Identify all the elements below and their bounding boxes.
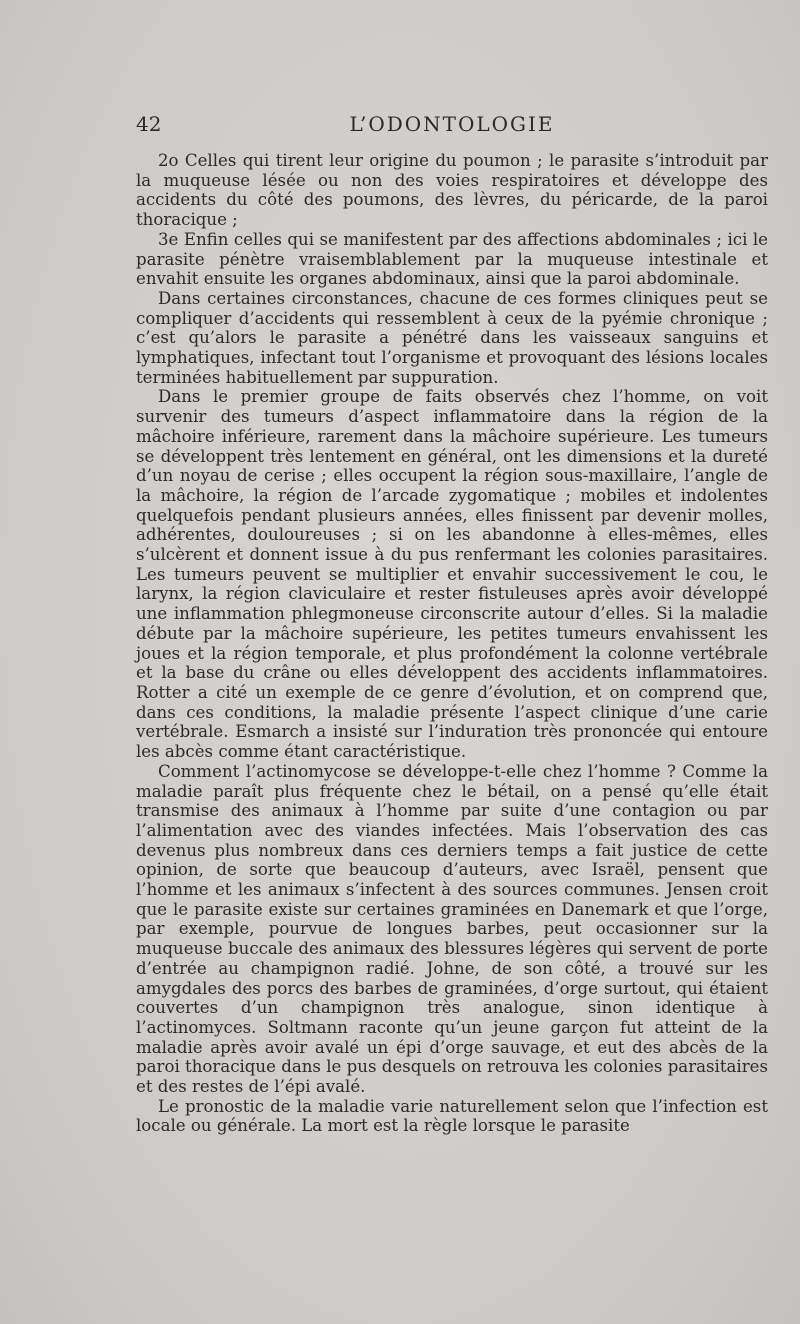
paragraph-complications: Dans certaines circonstances, chacune de ces formes cliniques peut se compliquer d’accidents qui ressemblent à ceux de la pyémie chronique ; c’est qu’alors le parasite a pénétré dans les vaisseaux sanguins et lymphatiques, infectant tout l’organisme et provoquant des lésions locales terminées habituellement par suppuration. — [136, 288, 768, 387]
paragraph-lung-forms: 2o Celles qui tirent leur origine du poumon ; le parasite s’introduit par la muqueuse lésée ou non des voies respiratoires et développe des accidents du côté des poumons, des lèvres, du péricarde, de la paroi thoracique ; — [136, 151, 768, 230]
body-text — [136, 151, 768, 1136]
paragraph-first-group: Dans le premier groupe de faits observés chez l’homme, on voit survenir des tumeurs d’aspect inflammatoire dans la région de la mâchoire inférieure, rarement dans la mâchoire supérieure. Les tumeurs se développent très lentement en général, ont les dimensions et la dureté d’un noyau de cerise ; elles occupent la région sous-maxillaire, l’angle de la mâchoire, la région de l’arcade zygomatique ; mobiles et indolentes quelquefois pendant plusieurs années, elles finissent par devenir molles, adhérentes, douloureuses ; si on les abandonne à elles-mêmes, elles s’ulcèrent et donnent issue à du pus renfermant les colonies parasitaires. Les tumeurs peuvent se multiplier et envahir successivement le cou, le larynx, la région claviculaire et rester fistuleuses après avoir développé une inflammation phlegmoneuse circonscrite autour d’elles. Si la maladie débute par la mâchoire supérieure, les petites tumeurs envahissent les joues et la région temporale, et plus profondément la colonne vertébrale et la base du crâne ou elles développent des accidents inflammatoires. Rotter a cité un exemple de ce genre d’évolution, et on comprend que, dans ces conditions, la maladie présente l’aspect clinique d’une carie vertébrale. Esmarch a insisté sur l’induration très prononcée qui entoure les abcès comme étant caractéristique. — [136, 387, 768, 762]
paragraph-prognosis: Le pronostic de la maladie varie naturellement selon que l’infection est locale ou générale. La mort est la règle lorsque le parasite — [136, 1096, 768, 1136]
paragraph-abdominal-forms: 3e Enfin celles qui se manifestent par des affections abdominales ; ici le parasite pénètre vraisemblablement par la muqueuse intestinale et envahit ensuite les organes abdominaux, ainsi que la paroi abdominale. — [136, 229, 768, 289]
running-head — [136, 112, 768, 140]
page-number: 42 — [136, 112, 162, 136]
paragraph-transmission: Comment l’actinomycose se développe-t-elle chez l’homme ? Comme la maladie paraît plus fréquente chez le bétail, on a pensé qu’elle était transmise des animaux à l’homme par suite d’une contagion ou par l’alimentation avec des viandes infectées. Mais l’observation des cas devenus plus nombreux dans ces derniers temps a fait justice de cette opinion, de sorte que beaucoup d’auteurs, avec Israël, pensent que l’homme et les animaux s’infectent à des sources communes. Jensen croit que le parasite existe sur certaines graminées en Danemark et que l’orge, par exemple, pourvue de longues barbes, peut occasionner sur la muqueuse buccale des animaux des blessures légères qui servent de porte d’entrée au champignon radié. Johne, de son côté, a trouvé sur les amygdales des porcs des barbes de graminées, d’orge surtout, qui étaient couvertes d’un champignon très analogue, sinon identique à l’actinomyces. Soltmann raconte qu’un jeune garçon fut atteint de la maladie après avoir avalé un épi d’orge sauvage, et eut des abcès de la paroi thoracique dans le pus desquels on retrouva les colonies parasitaires et des restes de l’épi avalé. — [136, 761, 768, 1097]
journal-title: L’ODONTOLOGIE — [349, 112, 555, 136]
